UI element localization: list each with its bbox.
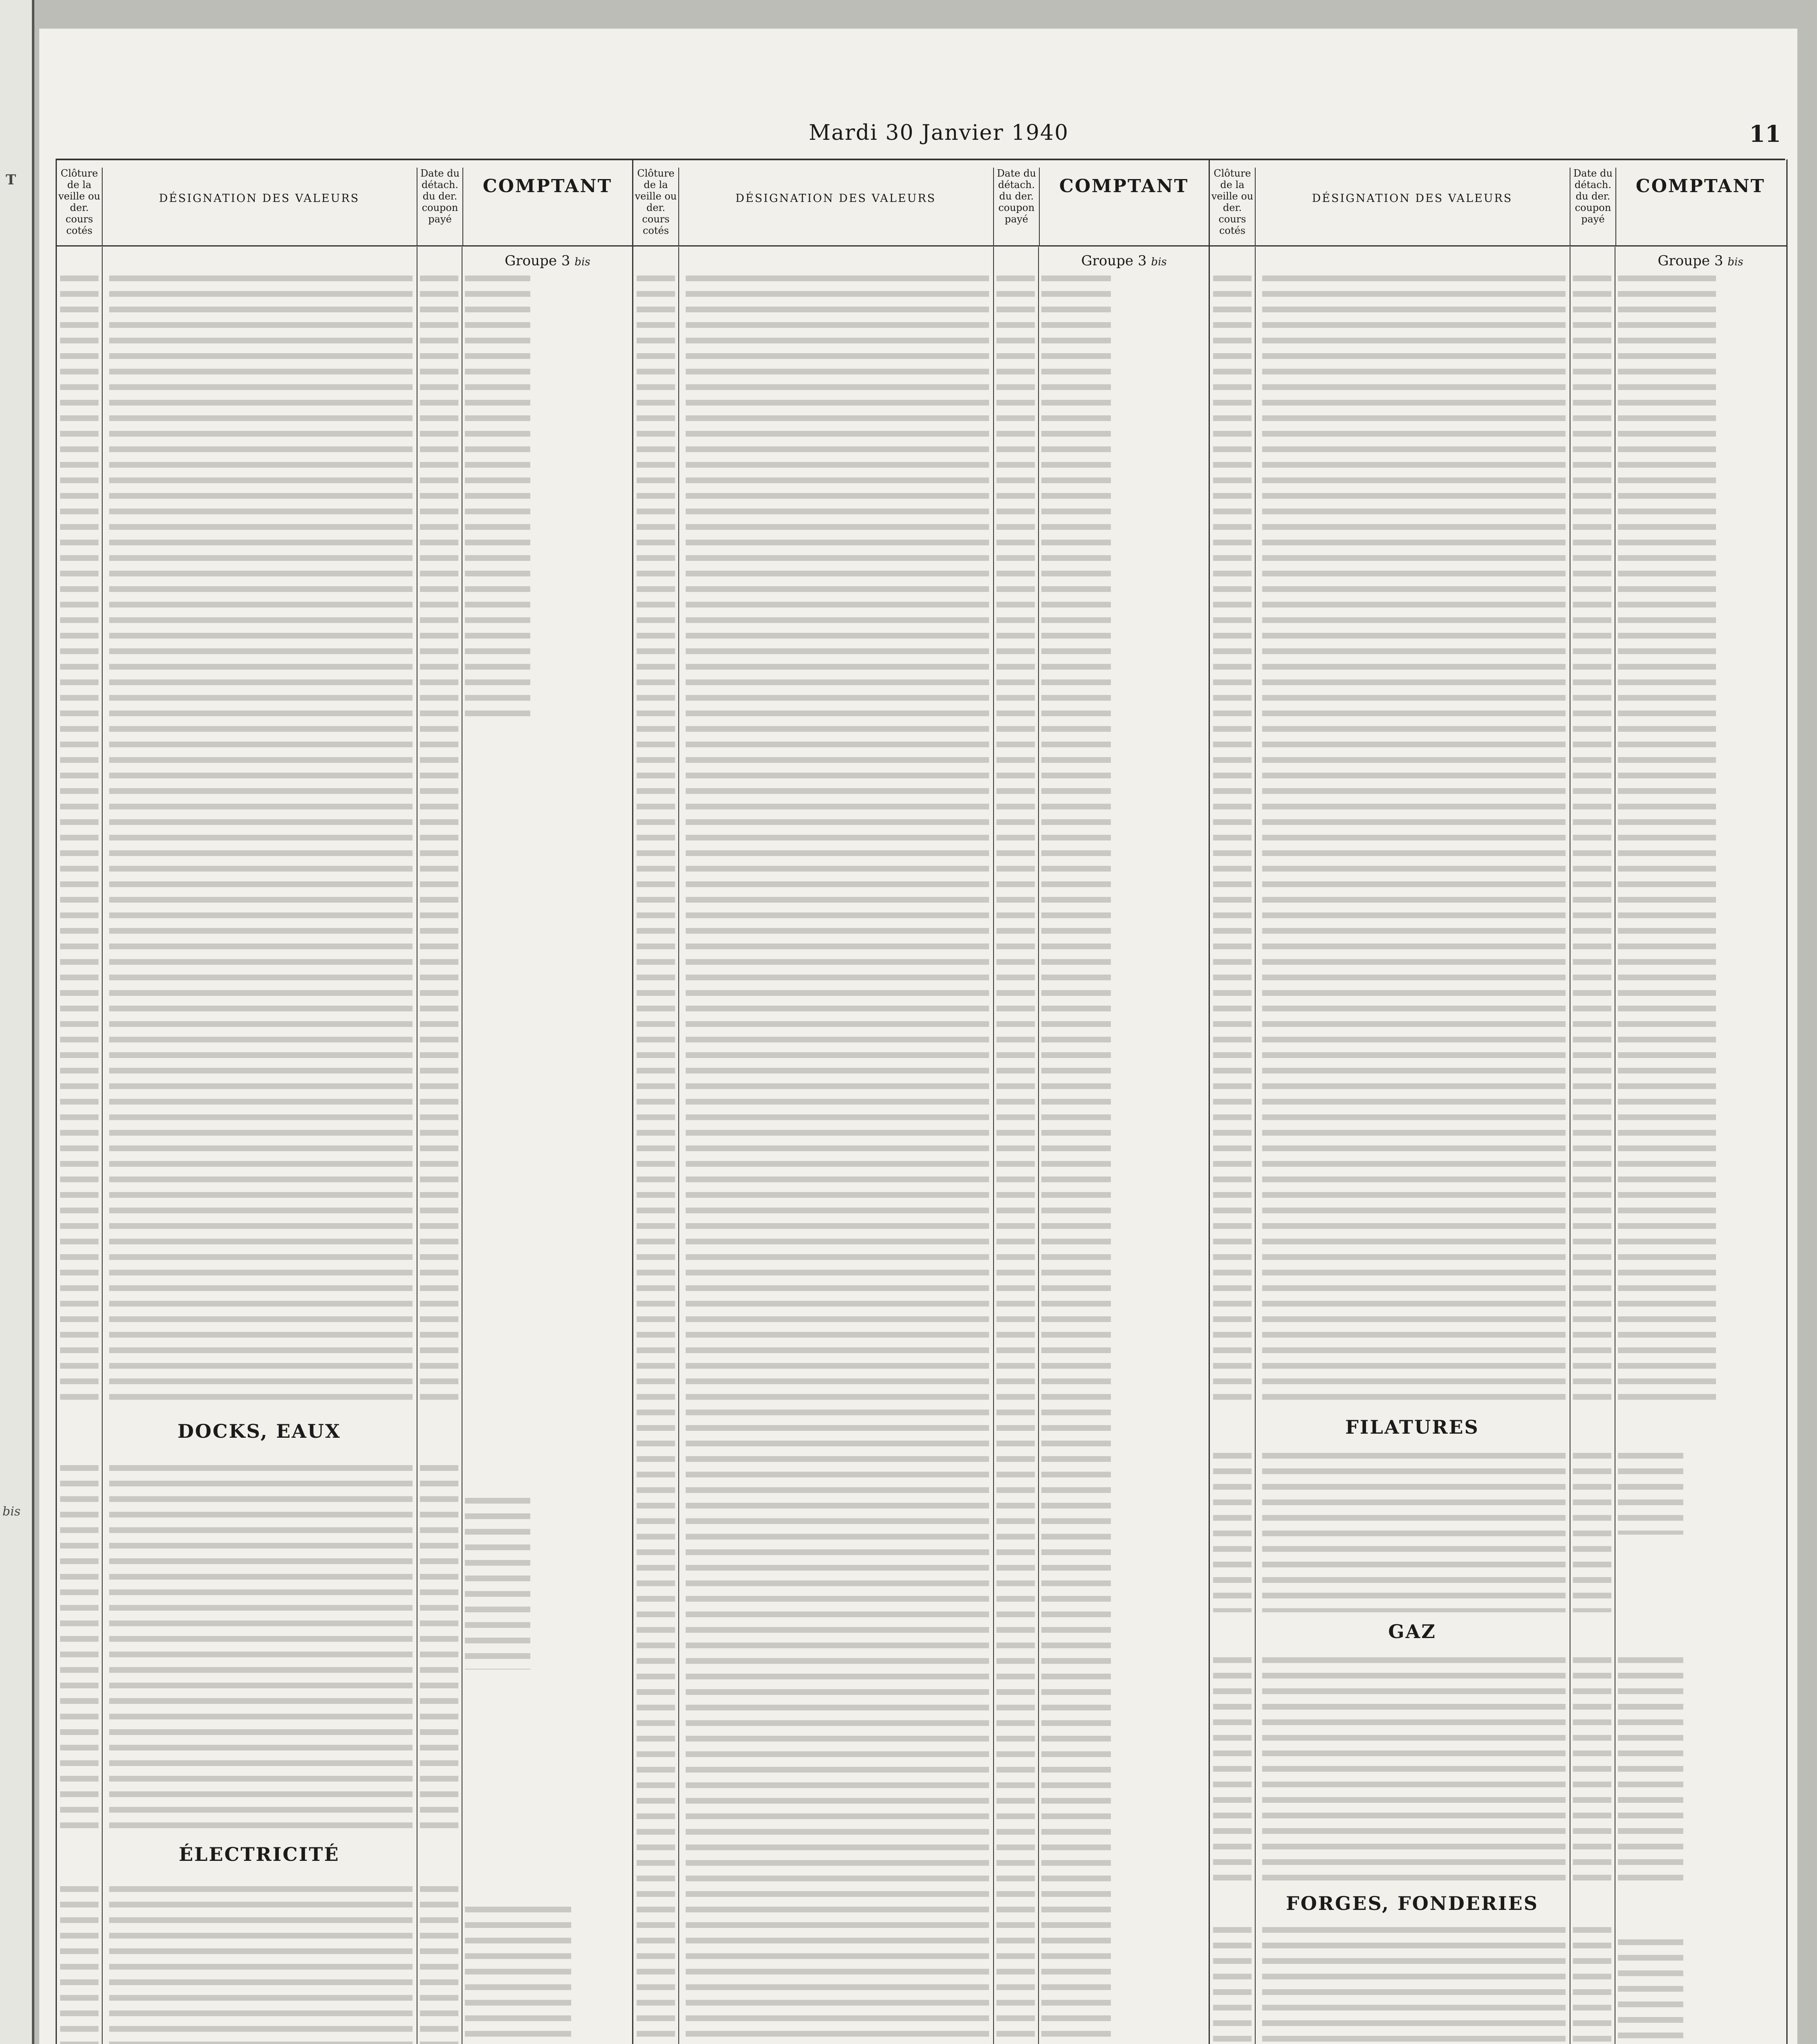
section-electricite: ÉLECTRICITÉ bbox=[179, 1843, 340, 1865]
header-date-coupon: Date du détach. du der. coupon payé bbox=[1570, 168, 1616, 245]
groupe-label bbox=[1615, 253, 1786, 269]
header-comptant: COMPTANT bbox=[482, 176, 612, 197]
adjacent-page-strip bbox=[0, 0, 34, 2044]
groupe-suffix: bis bbox=[1151, 256, 1167, 268]
cloture-values bbox=[1213, 1927, 1252, 2044]
section-forges-fonderies: FORGES, FONDERIES bbox=[1286, 1892, 1539, 1914]
groupe-text: Groupe 3 bbox=[1658, 253, 1723, 269]
security-listings bbox=[1262, 276, 1566, 1408]
coupon-dates bbox=[420, 276, 458, 1408]
page-header bbox=[39, 121, 1797, 157]
adjacent-page-fragment-bis: bis bbox=[2, 1504, 21, 1519]
comptant-values bbox=[1041, 276, 1111, 2044]
section-filatures: FILATURES bbox=[1345, 1416, 1479, 1438]
table-column-1 bbox=[56, 159, 633, 2044]
cloture-values bbox=[60, 1465, 99, 1833]
column-header bbox=[633, 159, 1210, 247]
table-column-2 bbox=[632, 159, 1210, 2044]
column-header bbox=[1210, 159, 1786, 247]
cloture-values bbox=[1213, 1657, 1252, 1886]
coupon-dates bbox=[1573, 1657, 1611, 1886]
column-body bbox=[633, 247, 1210, 2044]
coupon-dates bbox=[1573, 276, 1611, 1408]
header-designation: DÉSIGNATION DES VALEURS bbox=[159, 192, 360, 205]
security-listings bbox=[1262, 1657, 1566, 1886]
header-date-coupon: Date du détach. du der. coupon payé bbox=[993, 168, 1040, 245]
comptant-values bbox=[1618, 1657, 1683, 1886]
newspaper-page bbox=[39, 29, 1797, 2044]
security-listings bbox=[109, 1886, 413, 2044]
groupe-text: Groupe 3 bbox=[505, 253, 570, 269]
header-cloture: Clôture de la veille ou der. cours cotés bbox=[1210, 168, 1256, 245]
comptant-values bbox=[1618, 276, 1716, 1408]
coupon-dates bbox=[420, 1465, 458, 1833]
groupe-label bbox=[1038, 253, 1210, 269]
security-listings bbox=[109, 276, 413, 1408]
coupon-dates bbox=[996, 276, 1035, 2044]
comptant-values bbox=[1618, 1939, 1683, 2044]
coupon-dates bbox=[1573, 1927, 1611, 2044]
coupon-dates bbox=[420, 1886, 458, 2044]
header-cloture: Clôture de la veille ou der. cours cotés bbox=[633, 168, 679, 245]
cloture-values bbox=[60, 276, 99, 1408]
header-comptant: COMPTANT bbox=[1635, 176, 1765, 197]
column-body bbox=[57, 247, 633, 2044]
cloture-values bbox=[637, 276, 675, 2044]
comptant-values bbox=[465, 1498, 530, 1670]
security-listings bbox=[686, 276, 989, 2044]
groupe-label bbox=[462, 253, 633, 269]
header-cloture: Clôture de la veille ou der. cours cotés bbox=[57, 168, 103, 245]
header-designation: DÉSIGNATION DES VALEURS bbox=[735, 192, 936, 205]
section-gaz: GAZ bbox=[1388, 1620, 1436, 1643]
quotation-tables bbox=[56, 159, 1785, 2044]
comptant-values bbox=[1618, 1453, 1683, 1535]
section-docks-eaux: DOCKS, EAUX bbox=[177, 1420, 341, 1442]
issue-date: Mardi 30 Janvier 1940 bbox=[808, 121, 1069, 145]
security-listings bbox=[109, 1465, 413, 1833]
security-listings bbox=[1262, 1453, 1566, 1612]
table-column-3 bbox=[1209, 159, 1788, 2044]
security-listings bbox=[1262, 1927, 1566, 2044]
groupe-text: Groupe 3 bbox=[1081, 253, 1147, 269]
groupe-suffix: bis bbox=[1727, 256, 1743, 268]
cloture-values bbox=[60, 1886, 99, 2044]
adjacent-page-fragment: T bbox=[6, 172, 16, 188]
header-date-coupon: Date du détach. du der. coupon payé bbox=[417, 168, 463, 245]
comptant-values bbox=[465, 1907, 571, 2044]
cloture-values bbox=[1213, 276, 1252, 1408]
comptant-values bbox=[465, 276, 530, 725]
cloture-values bbox=[1213, 1453, 1252, 1612]
groupe-suffix: bis bbox=[574, 256, 590, 268]
column-header bbox=[57, 159, 633, 247]
page-number: 11 bbox=[1749, 121, 1781, 148]
header-comptant: COMPTANT bbox=[1059, 176, 1189, 197]
header-designation: DÉSIGNATION DES VALEURS bbox=[1312, 192, 1513, 205]
column-body bbox=[1210, 247, 1786, 2044]
coupon-dates bbox=[1573, 1453, 1611, 1612]
